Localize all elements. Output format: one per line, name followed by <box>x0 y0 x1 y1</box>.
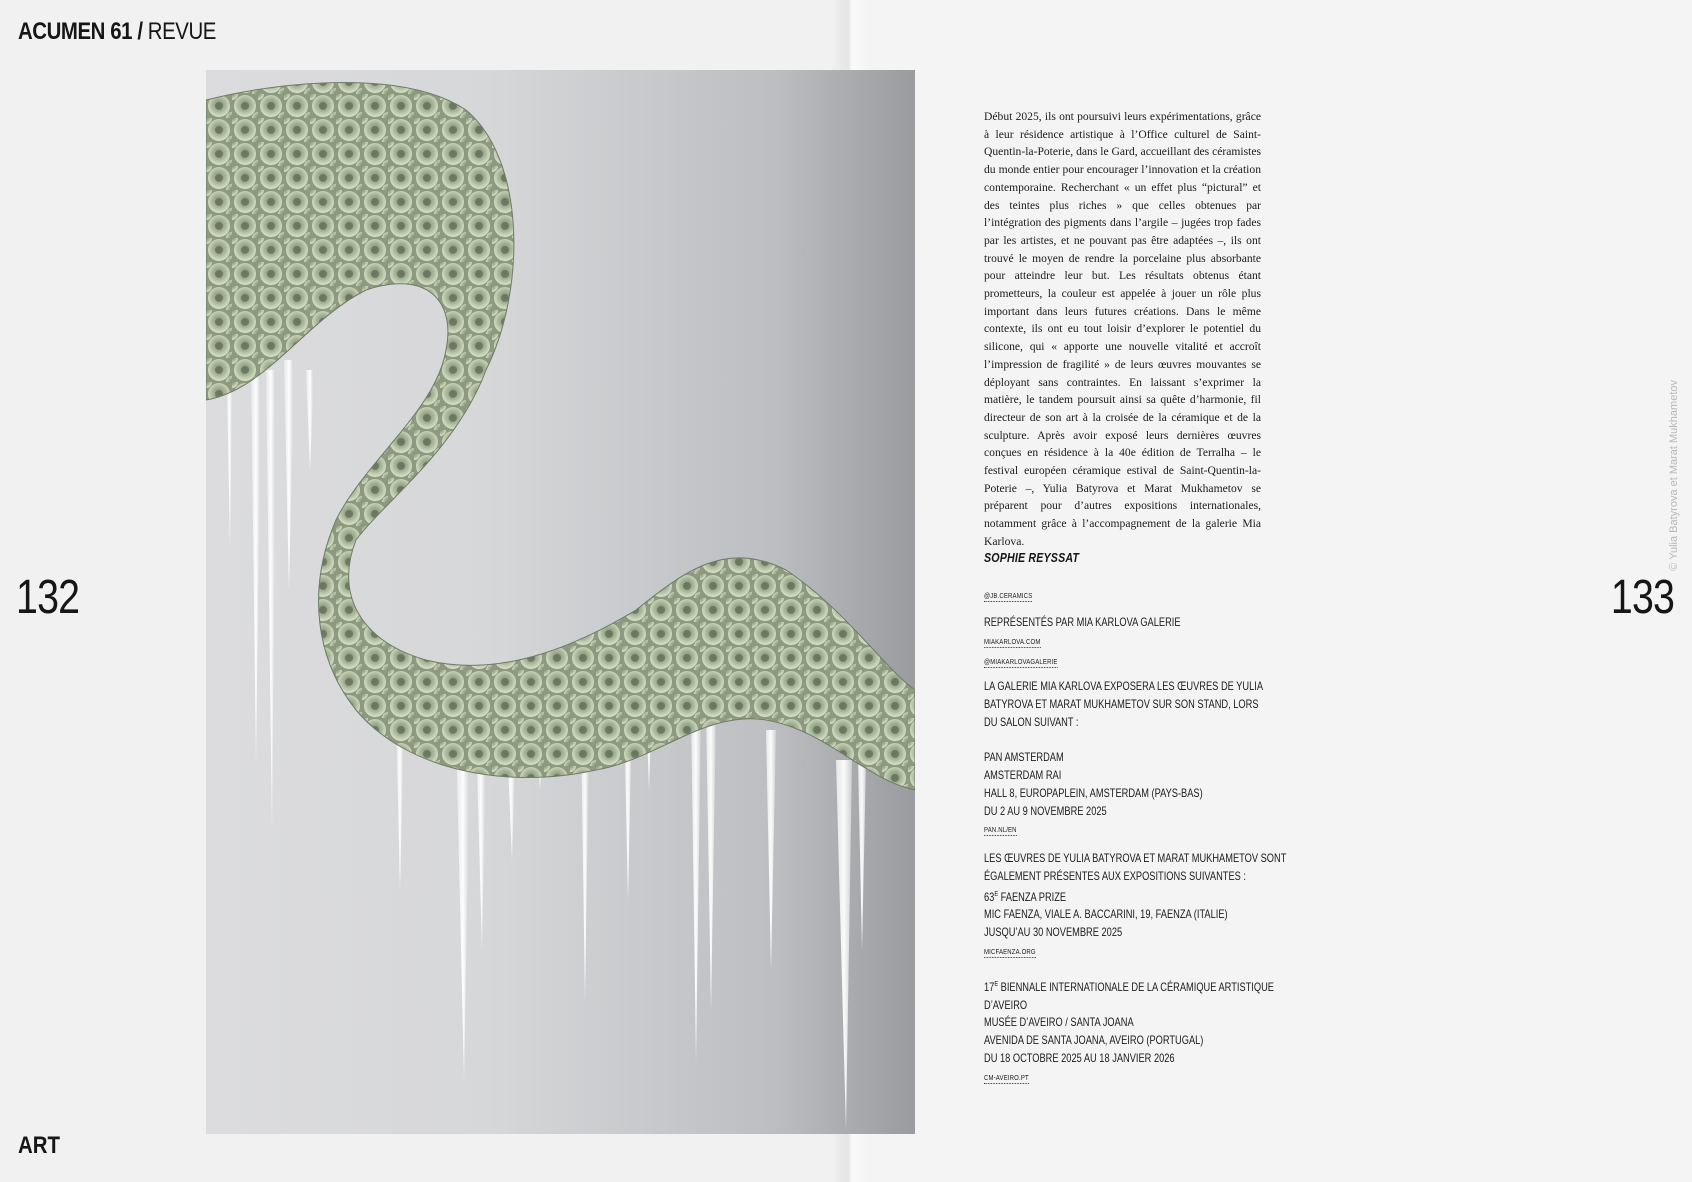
sculpture-body <box>206 83 915 791</box>
expo1-title: $63^E$ FAENZA PRIZE <box>984 890 1067 904</box>
article-body: Début 2025, ils ont poursuivi leurs expérimentations, grâce à leur résidence artistique à l’Office culturel de Saint-Quentin-la-Poterie, dans le Gard, accueillant des céramistes du monde entier pour encourager l’innovation et la création contemporaine. Recherchant « un effet plus “pictural” et des teintes plus riches » que celles obtenues par l’intégration des pigments dans l’argile – jugées trop fades par les artistes, et ne pouvant pas être adaptées –, ils ont trouvé le moyen de rendre la porcelaine plus absorbante pour atteindre leur but. Les résultats obtenus étant prometteurs, la couleur est appelée à jouer un rôle plus important dans leurs futures créations. Dans le même contexte, ils ont eu tout loisir d’explorer le potentiel du silicone, qui « apporte une nouvelle vitalité et accroît l’impression de fragilité » de leurs œuvres mouvantes se déployant sans contraintes. En laissant s’exprimer la matière, le tandem poursuit ainsi sa quête d’harmonie, fil directeur de son art à la croisée de la céramique et de la sculpture. Après avoir exposé leurs dernières œuvres conçues en résidence à la 40e édition de Terralha – le festival européen céramique estival de Saint-Quentin-la-Poterie –, Yulia Batyrova et Marat Mukhametov se préparent pour d’autres expositions internationales, notamment grâce à l’accompagnement de la galerie Mia Karlova. <box>984 110 1261 548</box>
salon-intro-line: BATYROVA ET MARAT MUKHAMETOV SUR SON STAND, LORS <box>984 697 1259 711</box>
article-author: SOPHIE REYSSAT <box>984 550 1080 565</box>
salon-address: HALL 8, EUROPAPLEIN, AMSTERDAM (PAYS-BAS) <box>984 786 1203 800</box>
expo1-address: MIC FAENZA, VIALE A. BACCARINI, 19, FAENZA (ITALIE) <box>984 908 1228 922</box>
gallery-website-link[interactable]: MIAKARLOVA.COM <box>984 636 1041 646</box>
masthead-separator: / <box>137 18 143 45</box>
masthead-section: REVUE <box>147 18 216 45</box>
expo2-website-link[interactable]: CM-AVEIRO.PT <box>984 1072 1029 1082</box>
salon-intro-line: DU SALON SUIVANT : <box>984 715 1079 729</box>
expo1-website-link[interactable]: MICFAENZA.ORG <box>984 946 1036 956</box>
magazine-name: ACUMEN 61 <box>18 18 133 45</box>
page-number-left: 132 <box>16 571 80 624</box>
representation-line: REPRÉSENTÉS PAR MIA KARLOVA GALERIE <box>984 616 1181 629</box>
salon-venue: AMSTERDAM RAI <box>984 768 1062 782</box>
expo2-address: AVENIDA DE SANTA JOANA, AVEIRO (PORTUGAL) <box>984 1034 1204 1048</box>
expo2-dates: DU 18 OCTOBRE 2025 AU 18 JANVIER 2026 <box>984 1051 1175 1065</box>
photo-credit: © Yulia Batyrova et Marat Mukhametov <box>1668 380 1680 571</box>
artist-info-block <box>984 586 1224 672</box>
masthead <box>18 18 216 46</box>
expo2-title: $17^E$ BIENNALE INTERNATIONALE DE LA CÉRAMIQUE ARTISTIQUE <box>984 980 1274 994</box>
salon-block <box>984 678 1264 840</box>
gallery-instagram-link[interactable]: @MIAKARLOVAGALERIE <box>984 656 1058 666</box>
ceramic-sculpture-illustration <box>206 70 915 1134</box>
expo1-dates: JUSQU’AU 30 NOVEMBRE 2025 <box>984 926 1123 940</box>
salon-name: PAN AMSTERDAM <box>984 751 1064 765</box>
page-number-right: 133 <box>1610 571 1674 624</box>
sculpture-photo <box>206 70 915 1134</box>
salon-dates: DU 2 AU 9 NOVEMBRE 2025 <box>984 804 1107 818</box>
exhibitions-intro-line: ÉGALEMENT PRÉSENTES AUX EXPOSITIONS SUIVANTES : <box>984 869 1246 883</box>
salon-website-link[interactable]: PAN.NL/EN <box>984 825 1017 835</box>
section-rubric: ART <box>18 1132 60 1159</box>
exhibitions-block <box>984 850 1287 1088</box>
exhibitions-intro-line: LES ŒUVRES DE YULIA BATYROVA ET MARAT MUKHAMETOV SONT <box>984 852 1287 865</box>
right-page <box>850 0 1692 1182</box>
expo2-venue: MUSÉE D’AVEIRO / SANTA JOANA <box>984 1016 1134 1030</box>
salon-intro-line: LA GALERIE MIA KARLOVA EXPOSERA LES ŒUVRES DE YULIA <box>984 680 1264 693</box>
expo2-title-continued: D’AVEIRO <box>984 998 1028 1012</box>
artist-instagram-link[interactable]: @JB.CERAMICS <box>984 591 1033 600</box>
